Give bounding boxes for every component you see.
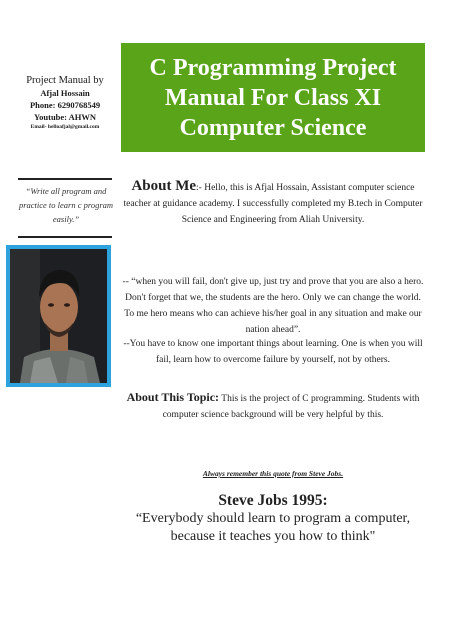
about-me-text: :- Hello, this is Afjal Hossain, Assistant computer science teacher at guidance academy. I successfully completed my B.tech in Computer Science and Engineering from Aliah University. <box>123 183 423 225</box>
about-topic-text: This is the project of C programming. Students with computer science background will be very helpful by this. <box>162 394 420 420</box>
sidebar-quote: “Write all program and practice to learn c program easily.” <box>18 186 114 224</box>
about-topic-paragraph <box>121 389 425 423</box>
author-email: Email- helloafjal@gmail.com <box>30 124 100 130</box>
about-topic-heading: About This Topic: <box>126 390 220 404</box>
divider-bottom <box>18 236 112 238</box>
document-title <box>121 43 425 152</box>
manual-by-label: Project Manual by <box>26 75 104 86</box>
learning-quote: --You have to know one important things about learning. One is when you will fail, learn how to overcome failure by yourself, not by others. <box>123 339 423 365</box>
about-me-heading: About Me <box>131 178 197 194</box>
author-phone: Phone: 6290768549 <box>29 100 101 110</box>
author-info <box>14 74 116 132</box>
hero-quote: -- “when you will fail, don't give up, just try and prove that you are also a hero. Don't forget that we, the students are the hero. Only we can change the world. To me hero means who can achieve his/her goal in any situation and make our nation ahead”. <box>122 277 424 335</box>
about-me-paragraph <box>121 178 425 228</box>
title-line-2: Manual For Class XI <box>164 84 382 111</box>
author-name: Afjal Hossain <box>40 88 90 98</box>
portrait-image <box>10 249 107 383</box>
steve-jobs-heading: Steve Jobs 1995: <box>218 492 328 509</box>
steve-jobs-quote: “Everybody should learn to program a computer, because it teaches you how to think" <box>135 511 411 544</box>
remember-note: Always remember this quote from Steve Jobs. <box>202 469 344 478</box>
author-youtube: Youtube: AHWN <box>33 112 97 122</box>
title-line-1: C Programming Project <box>149 54 397 81</box>
author-photo <box>6 245 111 387</box>
divider-top <box>18 178 112 180</box>
title-line-3: Computer Science <box>179 114 367 141</box>
